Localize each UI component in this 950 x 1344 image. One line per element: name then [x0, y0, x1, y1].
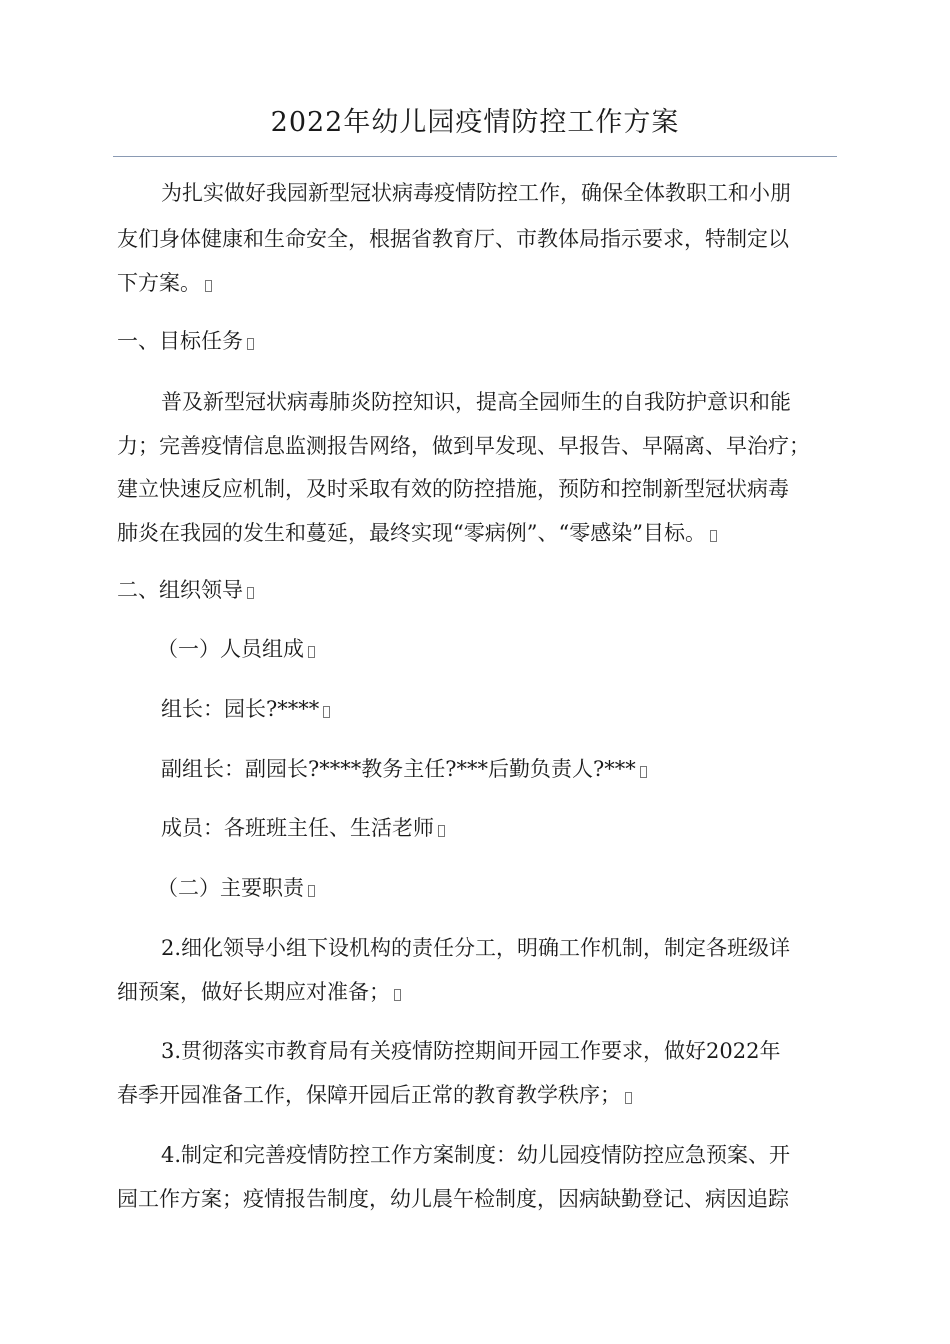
paragraph-mark-icon: [247, 338, 254, 350]
paragraph-mark-icon: [323, 706, 330, 718]
paragraph-mark-icon: [625, 1092, 632, 1104]
section1-line-1: 普及新型冠状病毒肺炎防控知识，提高全园师生的自我防护意识和能: [161, 390, 791, 414]
paragraph-mark-icon: [247, 587, 254, 599]
duty3-line-1: 3.贯彻落实市教育局有关疫情防控期间开园工作要求，做好2022年: [161, 1039, 781, 1063]
section1-heading: 一、目标任务: [117, 326, 254, 356]
paragraph-mark-icon: [640, 766, 647, 778]
duty4-line-1: 4.制定和完善疫情防控工作方案制度：幼儿园疫情防控应急预案、开: [161, 1143, 791, 1167]
duty4-line-2: 园工作方案；疫情报告制度，幼儿晨午检制度，因病缺勤登记、病因追踪: [117, 1187, 789, 1211]
sub2-heading: （二）主要职责: [157, 873, 315, 903]
paragraph-mark-icon: [308, 646, 315, 658]
members-line: 成员：各班班主任、生活老师: [161, 813, 445, 843]
intro-line-2: 友们身体健康和生命安全，根据省教育厅、市教体局指示要求，特制定以: [117, 227, 789, 251]
paragraph-mark-icon: [438, 825, 445, 837]
deputy-line: 副组长：副园长?****教务主任?***后勤负责人?***: [161, 754, 647, 784]
duty2-line-2: 细预案，做好长期应对准备；: [117, 977, 401, 1007]
paragraph-mark-icon: [308, 885, 315, 897]
paragraph-mark-icon: [710, 530, 717, 542]
intro-line-1: 为扎实做好我园新型冠状病毒疫情防控工作，确保全体教职工和小朋: [161, 181, 791, 205]
intro-line-3: 下方案。: [117, 268, 212, 298]
section1-line-3: 建立快速反应机制，及时采取有效的防控措施，预防和控制新型冠状病毒: [117, 477, 789, 501]
title-underline: [113, 156, 837, 157]
paragraph-mark-icon: [205, 280, 212, 292]
leader-line: 组长：园长?****: [161, 694, 330, 724]
paragraph-mark-icon: [394, 989, 401, 1001]
duty3-line-2: 春季开园准备工作，保障开园后正常的教育教学秩序；: [117, 1080, 632, 1110]
duty2-line-1: 2.细化领导小组下设机构的责任分工，明确工作机制，制定各班级详: [161, 936, 791, 960]
section2-heading: 二、组织领导: [117, 575, 254, 605]
document-title: 2022年幼儿园疫情防控工作方案: [270, 107, 680, 138]
section1-line-4: 肺炎在我园的发生和蔓延，最终实现“零病例”、“零感染”目标。: [117, 518, 717, 548]
section1-line-2: 力；完善疫情信息监测报告网络，做到早发现、早报告、早隔离、早治疗；: [117, 434, 810, 458]
sub1-heading: （一）人员组成: [157, 634, 315, 664]
